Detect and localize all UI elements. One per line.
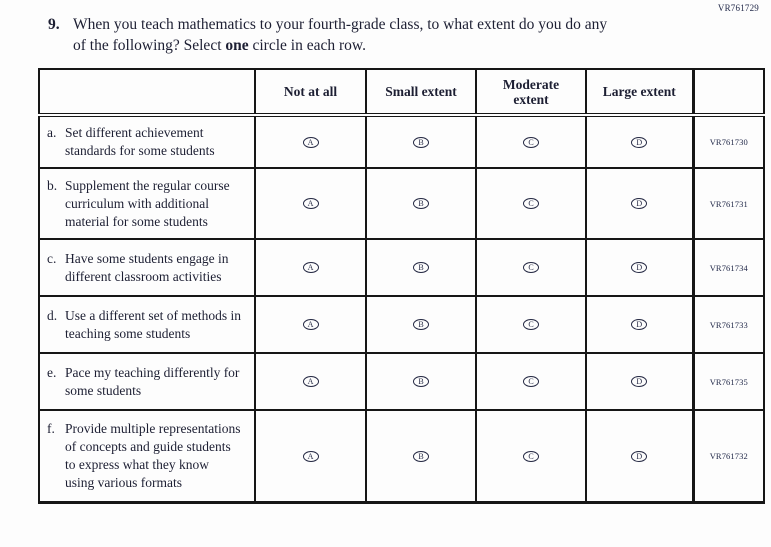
- option-cell-small-extent: [366, 410, 476, 502]
- option-bubble-c[interactable]: C: [523, 451, 539, 462]
- option-cell-moderate-extent: [476, 353, 586, 410]
- option-cell-not-at-all: [255, 168, 366, 239]
- option-bubble-d[interactable]: D: [631, 137, 647, 148]
- row-label: b. Supplement the regular course curriculum with additional material for some students: [39, 168, 255, 239]
- row-vr-code: VR761731: [693, 168, 764, 239]
- question-block: [48, 14, 688, 56]
- table-row-c: [39, 239, 764, 296]
- row-vr-code: VR761734: [693, 239, 764, 296]
- option-bubble-a[interactable]: A: [303, 262, 319, 273]
- option-bubble-d[interactable]: D: [631, 451, 647, 462]
- table-row-a: [39, 115, 764, 168]
- row-vr-code: VR761730: [693, 115, 764, 168]
- option-bubble-c[interactable]: C: [523, 198, 539, 209]
- table-row-d: [39, 296, 764, 353]
- option-cell-moderate-extent: [476, 115, 586, 168]
- option-bubble-a[interactable]: A: [303, 319, 319, 330]
- header-row: [39, 69, 764, 115]
- option-cell-moderate-extent: [476, 410, 586, 502]
- option-bubble-a[interactable]: A: [303, 376, 319, 387]
- table-row-f: [39, 410, 764, 502]
- row-label: c. Have some students engage in different classroom activities: [39, 239, 255, 296]
- option-cell-small-extent: [366, 168, 476, 239]
- option-bubble-b[interactable]: B: [413, 262, 429, 273]
- option-cell-large-extent: [586, 353, 693, 410]
- option-bubble-b[interactable]: B: [413, 137, 429, 148]
- option-cell-moderate-extent: [476, 296, 586, 353]
- header-moderate-extent: Moderate extent: [476, 69, 586, 115]
- option-cell-large-extent: [586, 296, 693, 353]
- option-bubble-b[interactable]: B: [413, 451, 429, 462]
- question-text: [73, 14, 607, 56]
- option-cell-small-extent: [366, 296, 476, 353]
- option-cell-moderate-extent: [476, 168, 586, 239]
- question-line1: When you teach mathematics to your fourth-grade class, to what extent do you do any: [73, 16, 608, 33]
- option-cell-large-extent: [586, 168, 693, 239]
- option-bubble-b[interactable]: B: [413, 376, 429, 387]
- option-bubble-d[interactable]: D: [631, 376, 647, 387]
- option-cell-not-at-all: [255, 353, 366, 410]
- option-bubble-c[interactable]: C: [523, 376, 539, 387]
- option-cell-not-at-all: [255, 115, 366, 168]
- option-bubble-a[interactable]: A: [303, 137, 319, 148]
- question-bold-word: one: [225, 37, 249, 54]
- option-cell-small-extent: [366, 239, 476, 296]
- option-bubble-c[interactable]: C: [523, 262, 539, 273]
- option-cell-small-extent: [366, 353, 476, 410]
- header-not-at-all: Not at all: [255, 69, 366, 115]
- header-vr-empty: [693, 69, 764, 115]
- row-vr-code: VR761732: [693, 410, 764, 502]
- option-bubble-c[interactable]: C: [523, 137, 539, 148]
- option-bubble-d[interactable]: D: [631, 198, 647, 209]
- table-row-b: [39, 168, 764, 239]
- option-bubble-c[interactable]: C: [523, 319, 539, 330]
- row-label: a. Set different achievement standards for some students: [39, 115, 255, 168]
- question-number: 9.: [48, 16, 60, 33]
- table-row-e: [39, 353, 764, 410]
- row-label: d. Use a different set of methods in teaching some students: [39, 296, 255, 353]
- option-bubble-b[interactable]: B: [413, 319, 429, 330]
- option-cell-not-at-all: [255, 296, 366, 353]
- response-grid: [38, 68, 765, 504]
- row-vr-code: VR761735: [693, 353, 764, 410]
- page-vr-code: VR761729: [717, 3, 759, 13]
- option-cell-large-extent: [586, 410, 693, 502]
- option-bubble-b[interactable]: B: [413, 198, 429, 209]
- row-vr-code: VR761733: [693, 296, 764, 353]
- row-label: f. Provide multiple representations of concepts and guide students to express what they know using various formats: [39, 410, 255, 502]
- option-cell-small-extent: [366, 115, 476, 168]
- header-empty: [39, 69, 255, 115]
- row-label: e. Pace my teaching differently for some students: [39, 353, 255, 410]
- option-cell-moderate-extent: [476, 239, 586, 296]
- option-cell-large-extent: [586, 239, 693, 296]
- option-bubble-a[interactable]: A: [303, 198, 319, 209]
- option-bubble-d[interactable]: D: [631, 262, 647, 273]
- option-bubble-a[interactable]: A: [303, 451, 319, 462]
- option-bubble-d[interactable]: D: [631, 319, 647, 330]
- header-large-extent: Large extent: [586, 69, 693, 115]
- question-line2: of the following? Select one circle in each row.: [73, 37, 366, 54]
- option-cell-not-at-all: [255, 410, 366, 502]
- option-cell-large-extent: [586, 115, 693, 168]
- header-small-extent: Small extent: [366, 69, 476, 115]
- option-cell-not-at-all: [255, 239, 366, 296]
